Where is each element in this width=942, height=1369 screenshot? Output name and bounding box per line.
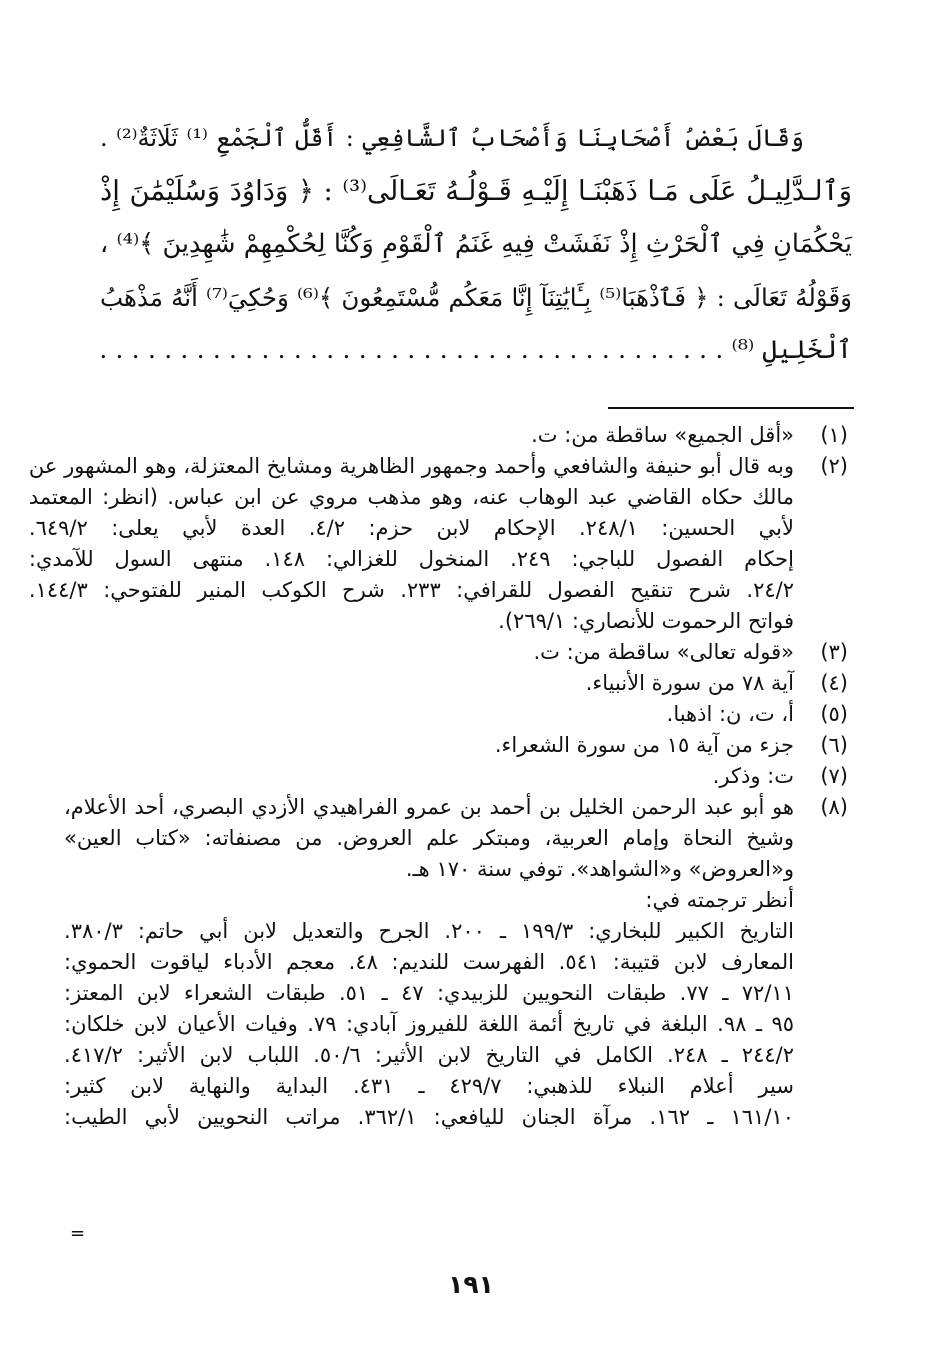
footnote	[64, 792, 848, 1133]
footnote-number: (٥)	[820, 702, 848, 726]
footnote-line: «قوله تعالى» ساقطة من: ت.	[533, 640, 794, 664]
footnote-line: ١٦١/١٠ ـ ١٦٢. مرآة الجنان لليافعي: ٣٦٢/١. مراتب النحويين لأبي الطيب:	[64, 1105, 794, 1129]
footnote-line: التاريخ الكبير للبخاري: ١٩٩/٣ ـ ٢٠٠. الجرح والتعديل لابن أبي حاتم: ٣٨٠/٣.	[64, 919, 794, 943]
footnote	[28, 451, 848, 637]
footnote-line: سير أعلام النبلاء للذهبي: ٤٢٩/٧ ـ ٤٣١. البداية والنهاية لابن كثير:	[64, 1074, 794, 1098]
footnote-line: مالك حكاه القاضي عبد الوهاب عنه، وهو مذهب مروي عن ابن عباس. (انظر: المعتمد	[28, 485, 794, 509]
footnote-number: (٢)	[820, 454, 848, 478]
footnote-line: أ، ت، ن: اذهبا.	[666, 702, 794, 726]
footnote-line: ت: وذكر.	[712, 764, 794, 788]
footnote-separator	[608, 407, 854, 409]
footnote-line: «أقل الجميع» ساقطة من: ت.	[531, 423, 794, 447]
footnote-number: (٦)	[820, 733, 848, 757]
footnote-line: وبه قال أبو حنيفة والشافعي وأحمد وجمهور الظاهرية ومشايخ المعتزلة، وهو المشهور عن	[28, 454, 794, 478]
footnote	[64, 730, 848, 761]
footnote-line: ٩٥ ـ ٩٨. البلغة في تاريخ أئمة اللغة للفيروز آبادي: ٧٩. وفيات الأعيان لابن خلكان:	[64, 1012, 794, 1036]
page-number: ١٩١	[448, 1270, 494, 1299]
footnote-number: (٣)	[820, 640, 848, 664]
footnote	[64, 637, 848, 668]
footnote	[64, 761, 848, 792]
main-text	[100, 112, 852, 377]
continuation-marker: =	[70, 1223, 84, 1244]
footnote-number: (١)	[820, 423, 848, 447]
footnote-line: فواتح الرحموت للأنصاري: ٢٦٩/١).	[498, 609, 794, 633]
footnote-line: لأبي الحسين: ٢٤٨/١. الإحكام لابن حزم: ٤/٢. العدة لأبي يعلى: ٦٤٩/٢.	[28, 516, 794, 540]
main-line: وَقَالَ بَعْضُ أَصْحَابِنَا وَأَصْحَابُ ٱلشَّافِعِي : أَقَلُّ ٱلْجَمْعِ ⁽¹⁾ ثَلَاثَةٌ⁽²⁾ .	[100, 124, 804, 152]
main-line: ٱلْخَلِيلِ ⁽⁸⁾ . . . . . . . . . . . . . . . . . . . . . . . . . . . . . . . . . . . . . . .	[99, 335, 852, 365]
footnote-line: هو أبو عبد الرحمن الخليل بن أحمد بن عمرو الفراهيدي الأزدي البصري، أحد الأعلام،	[64, 795, 794, 819]
footnote	[64, 668, 848, 699]
footnote-number: (٨)	[820, 795, 848, 819]
footnote-number: (٧)	[820, 764, 848, 788]
footnote-line: أنظر ترجمته في:	[645, 888, 794, 912]
footnote	[64, 420, 848, 451]
main-line: وَقَوْلُهُ تَعَالَى : ﴿ فَٱذْهَبَا⁽⁵⁾ بِـَٔايَٰتِنَآ إِنَّا مَعَكُم مُّسْتَمِعُونَ ﴾⁽⁶⁾ وَحُكِيَ⁽⁷⁾ أَنَّهُ مَذْهَبُ	[100, 283, 852, 312]
footnote	[64, 699, 848, 730]
main-line: يَحْكُمَانِ فِي ٱلْحَرْثِ إِذْ نَفَشَتْ فِيهِ غَنَمُ ٱلْقَوْمِ وَكُنَّا لِحُكْمِهِمْ شَٰهِدِينَ ﴾⁽⁴⁾ ،	[100, 229, 852, 259]
footnote-line: وشيخ النحاة وإمام العربية، ومبتكر علم العروض. من مصنفاته: «كتاب العين»	[64, 826, 794, 850]
footnote-number: (٤)	[820, 671, 848, 695]
footnotes	[28, 420, 848, 1133]
main-line: وَٱلـدَّلِيـلُ عَلَى مَـا ذَهَبْنَـا إِلَيْـهِ قَـوْلُـهُ تَعَـالَى⁽³⁾ : ﴿ وَدَاوُدَ وَسُلَيْمَٰنَ إِذْ	[100, 175, 852, 207]
footnote-line: جزء من آية ١٥ من سورة الشعراء.	[494, 733, 794, 757]
footnote-line: ٧٢/١١ ـ ٧٧. طبقات النحويين للزبيدي: ٤٧ ـ ٥١. طبقات الشعراء لابن المعتز:	[64, 981, 794, 1005]
footnote-line: إحكام الفصول للباجي: ٢٤٩. المنخول للغزالي: ١٤٨. منتهى السول للآمدي:	[28, 547, 794, 571]
footnote-line: و«العروض» و«الشواهد». توفي سنة ١٧٠ هـ.	[405, 857, 794, 881]
footnote-line: آية ٧٨ من سورة الأنبياء.	[585, 671, 794, 695]
footnote-line: المعارف لابن قتيبة: ٥٤١. الفهرست للنديم: ٤٨. معجم الأدباء لياقوت الحموي:	[64, 950, 794, 974]
footnote-line: ٢٤٤/٢ ـ ٢٤٨. الكامل في التاريخ لابن الأثير: ٥٠/٦. اللباب لابن الأثير: ٤١٧/٢.	[64, 1043, 794, 1067]
footnote-line: ٢٤/٢. شرح تنقيح الفصول للقرافي: ٢٣٣. شرح الكوكب المنير للفتوحي: ١٤٤/٣.	[28, 578, 794, 602]
